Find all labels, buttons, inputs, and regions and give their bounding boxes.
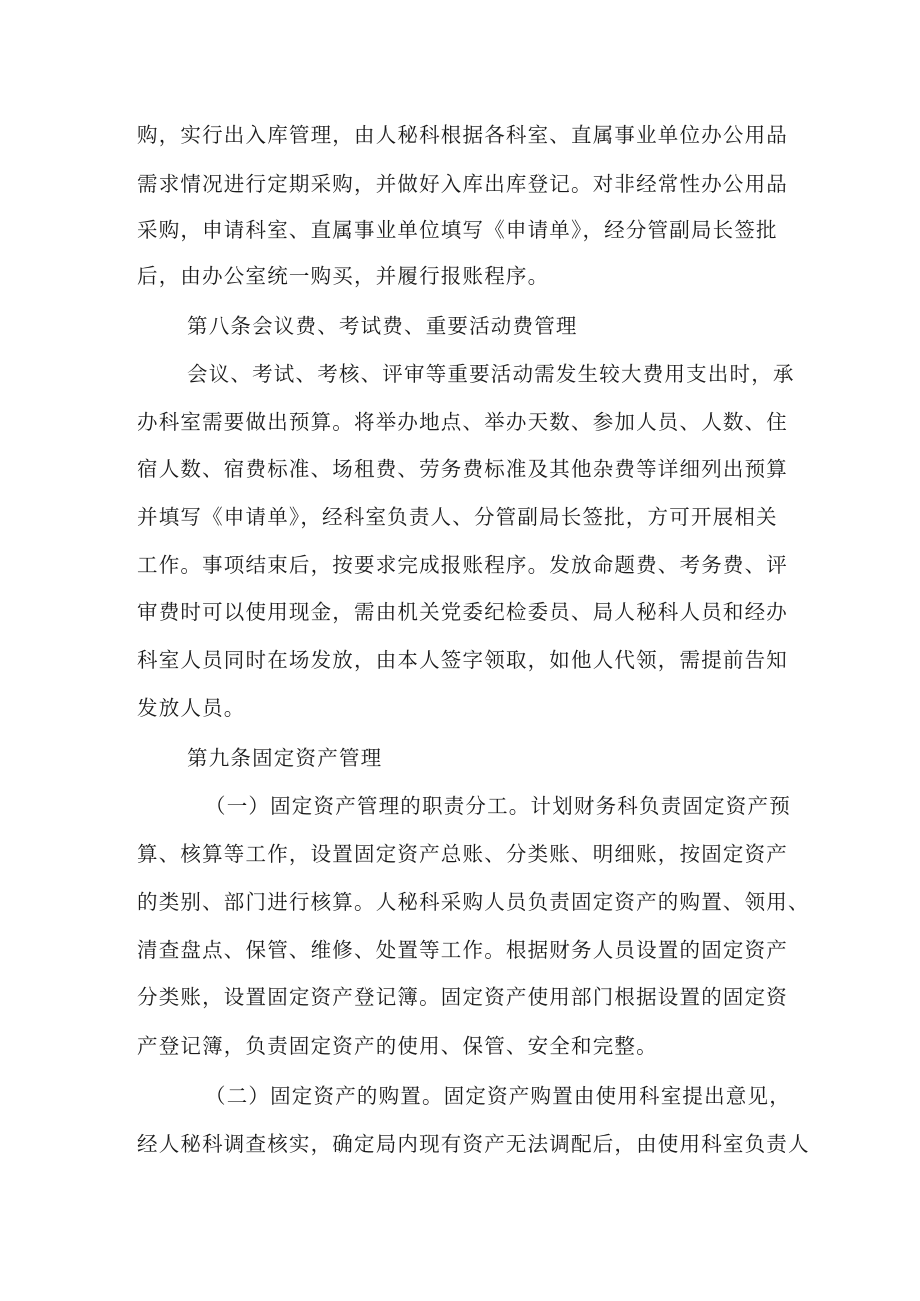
paragraph-line: 分类账，设置固定资产登记簿。固定资产使用部门根据设置的固定资 — [137, 985, 788, 1009]
paragraph-line: 后，由办公室统一购买，并履行报账程序。 — [137, 264, 550, 288]
paragraph-line: 工作。事项结束后，按要求完成报账程序。发放命题费、考务费、评 — [137, 553, 788, 577]
paragraph-line: 产登记簿，负责固定资产的使用、保管、安全和完整。 — [137, 1034, 658, 1058]
paragraph-line: 并填写《申请单》，经科室负责人、分管副局长签批，方可开展相关 — [137, 505, 778, 529]
paragraph-line: 宿人数、宿费标准、场租费、劳务费标准及其他杂费等详细列出预算 — [137, 457, 788, 481]
paragraph-line: 购，实行出入库管理，由人秘科根据各科室、直属事业单位办公用品 — [137, 123, 788, 147]
paragraph-line: 办科室需要做出预算。将举办地点、举办天数、参加人员、人数、住 — [137, 410, 788, 434]
section-heading: 第八条会议费、考试费、重要活动费管理 — [187, 314, 578, 338]
paragraph-line: 清查盘点、保管、维修、处置等工作。根据财务人员设置的固定资产 — [137, 938, 788, 962]
paragraph-line: （一）固定资产管理的职责分工。计划财务科负责固定资产预 — [205, 794, 791, 818]
paragraph-line: 的类别、部门进行核算。人秘科采购人员负责固定资产的购置、领用、 — [137, 890, 810, 914]
section-heading: 第九条固定资产管理 — [187, 746, 383, 770]
paragraph-line: 科室人员同时在场发放，由本人签字领取，如他人代领，需提前告知 — [137, 648, 788, 672]
paragraph-line: 发放人员。 — [137, 696, 246, 720]
paragraph-line: 算、核算等工作，设置固定资产总账、分类账、明细账，按固定资产 — [137, 842, 788, 866]
paragraph-line: 审费时可以使用现金，需由机关党委纪检委员、局人秘科人员和经办 — [137, 600, 788, 624]
paragraph-line: 会议、考试、考核、评审等重要活动需发生较大费用支出时，承 — [187, 362, 795, 386]
paragraph-line: 采购，申请科室、直属事业单位填写《申请单》，经分管副局长签批 — [137, 218, 778, 242]
paragraph-line: （二）固定资产的购置。固定资产购置由使用科室提出意见， — [205, 1084, 791, 1108]
paragraph-line: 需求情况进行定期采购，并做好入库出库登记。对非经常性办公用品 — [137, 172, 788, 196]
paragraph-line: 经人秘科调查核实，确定局内现有资产无法调配后，由使用科室负责人 — [137, 1132, 810, 1156]
